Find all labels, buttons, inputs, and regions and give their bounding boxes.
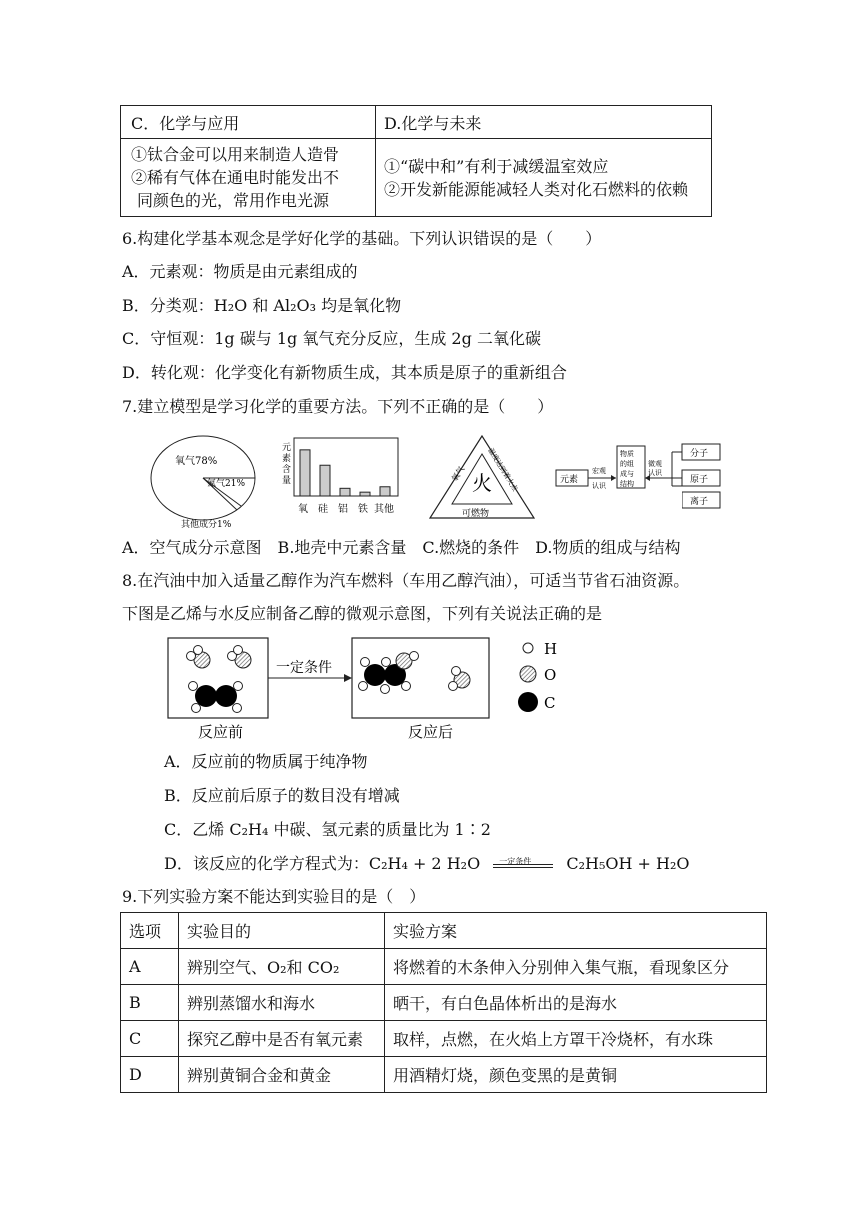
q5-d-content	[376, 139, 712, 217]
bar-category-label: 氧	[298, 504, 308, 515]
q8-option-a: A．反应前的物质属于纯净物	[164, 752, 368, 771]
q9-cell-purpose: 探究乙醇中是否有氧元素	[179, 1021, 385, 1057]
q5-c-header: C．化学与应用	[121, 106, 376, 139]
struct-atom: 原子	[690, 475, 709, 485]
q9-table	[120, 912, 767, 1093]
q9-cell-option: C	[121, 1021, 179, 1057]
bar-category-label: 硅	[318, 504, 328, 515]
struct-macro-2: 认识	[592, 482, 606, 490]
q5-c-line3: 同颜色的光，常用作电光源	[137, 191, 330, 210]
legend-c: C	[544, 694, 556, 712]
bar	[300, 450, 310, 496]
legend-h: H	[544, 640, 558, 658]
q7-crust-elements-chart	[278, 432, 408, 517]
q6-option-b: B．分类观：H₂O 和 Al₂O₃ 均是氧化物	[122, 296, 402, 315]
q5-c-content	[121, 139, 376, 217]
table-row	[121, 1021, 767, 1057]
q5-d-line2: ②开发新能源能减轻人类对化石燃料的依赖	[384, 179, 689, 199]
struct-micro-2: 认识	[648, 469, 662, 477]
bar-category-label: 铝	[338, 504, 348, 515]
q8-option-d-right: C₂H₅OH + H₂O	[566, 854, 690, 873]
struct-macro-1: 宏观	[592, 467, 606, 475]
bar-category-label: 其他	[374, 504, 394, 515]
table-row	[121, 949, 767, 985]
q7-air-composition-diagram	[145, 432, 275, 532]
bar-ylabel-3: 含	[282, 465, 292, 475]
struct-ion: 离子	[690, 497, 709, 507]
q8-stem-line2: 下图是乙烯与水反应制备乙醇的微观示意图，下列有关说法正确的是	[122, 604, 603, 623]
fire-center-label: 火	[472, 471, 492, 495]
pie-label-oxygen: 氧气78%	[175, 456, 218, 467]
ethanol-molecule	[359, 652, 419, 694]
struct-element: 元素	[560, 475, 579, 485]
pie-label-other: 其他成分1%	[181, 520, 232, 530]
fire-left-label: 氧气	[450, 464, 467, 484]
before-label: 反应前	[198, 723, 244, 741]
struct-middle-1: 物质	[620, 450, 634, 458]
q9-cell-plan: 将燃着的木条伸入分别伸入集气瓶，看现象区分	[385, 949, 767, 985]
before-box	[168, 638, 268, 718]
q6-stem: 6.构建化学基本观念是学好化学的基础。下列认识错误的是（ ）	[122, 229, 602, 248]
fire-right-label: 温度达到着火点	[486, 446, 520, 493]
bar-ylabel-4: 量	[282, 476, 292, 486]
q7-fire-triangle	[426, 432, 538, 524]
q5-d-header: D.化学与未来	[376, 106, 712, 139]
q9-header-plan: 实验方案	[385, 913, 767, 949]
q8-reaction-diagram	[160, 634, 580, 744]
q8-option-d	[164, 853, 690, 875]
equation-condition-text: 一定条件	[499, 857, 532, 866]
q7-structure-diagram	[554, 442, 729, 490]
water-molecule-2	[228, 646, 252, 669]
struct-middle-2: 的组	[620, 460, 634, 468]
q6-option-d: D．转化观：化学变化有新物质生成，其本质是原子的重新组合	[122, 363, 567, 382]
q5-d-line1: ①“碳中和”有利于减缓温室效应	[384, 156, 609, 176]
ethylene-molecule	[189, 682, 243, 713]
struct-middle-4: 结构	[620, 480, 634, 488]
legend-h-atom	[523, 643, 533, 653]
q8-option-c: C．乙烯 C₂H₄ 中碳、氢元素的质量比为 1∶2	[164, 820, 491, 839]
q6-option-c: C．守恒观：1g 碳与 1g 氧气充分反应，生成 2g 二氧化碳	[122, 329, 541, 348]
q9-cell-purpose: 辨别蒸馏水和海水	[179, 985, 385, 1021]
equation-condition-sign	[493, 853, 553, 875]
q6-option-a: A．元素观：物质是由元素组成的	[122, 262, 358, 281]
q5-c-line1: ①钛合金可以用来制造人造骨	[131, 145, 340, 164]
bar	[340, 488, 350, 496]
water-molecule-after	[449, 667, 471, 691]
q8-stem-line1: 8.在汽油中加入适量乙醇作为汽车燃料（车用乙醇汽油），可适当节省石油资源。	[122, 571, 690, 590]
q7-options: A．空气成分示意图 B.地壳中元素含量 C.燃烧的条件 D.物质的组成与结构	[122, 538, 681, 557]
bar-category-label: 铁	[358, 504, 368, 515]
bar	[320, 465, 330, 496]
q7-structure-ion	[682, 490, 730, 512]
legend-c-atom	[518, 692, 538, 712]
q5-c-line2: ②稀有气体在通电时能发出不	[131, 168, 340, 187]
bar	[360, 492, 370, 496]
table-row	[121, 1057, 767, 1093]
water-molecule-1	[187, 646, 211, 669]
pie-label-nitrogen: 氮气21%	[207, 479, 246, 489]
fire-bottom-label: 可燃物	[462, 509, 490, 519]
bar-ylabel-1: 元	[282, 443, 292, 453]
q9-cell-plan: 用酒精灯烧，颜色变黑的是黄铜	[385, 1057, 767, 1093]
condition-label: 一定条件	[276, 660, 332, 676]
struct-middle-3: 成与	[620, 470, 634, 478]
struct-molecule: 分子	[690, 449, 709, 459]
after-label: 反应后	[408, 723, 454, 741]
q9-cell-purpose: 辨别空气、O₂和 CO₂	[179, 949, 385, 985]
q8-option-d-left: D．该反应的化学方程式为：C₂H₄ + 2 H₂O	[164, 854, 481, 873]
q7-stem: 7.建立模型是学习化学的重要方法。下列不正确的是（ ）	[122, 397, 554, 416]
q9-cell-option: B	[121, 985, 179, 1021]
q9-cell-plan: 晒干，有白色晶体析出的是海水	[385, 985, 767, 1021]
legend-o-atom	[520, 666, 536, 682]
q9-header-purpose: 实验目的	[179, 913, 385, 949]
q9-cell-option: A	[121, 949, 179, 985]
q9-cell-option: D	[121, 1057, 179, 1093]
q9-cell-plan: 取样，点燃，在火焰上方罩干冷烧杯，有水珠	[385, 1021, 767, 1057]
bar-ylabel-2: 素	[282, 454, 292, 464]
table-row	[121, 985, 767, 1021]
q9-cell-purpose: 辨别黄铜合金和黄金	[179, 1057, 385, 1093]
struct-micro-1: 微观	[648, 460, 662, 468]
q5-table	[120, 105, 712, 217]
bar	[380, 487, 390, 496]
q9-header-option: 选项	[121, 913, 179, 949]
q9-stem: 9.下列实验方案不能达到实验目的是（ ）	[122, 887, 426, 906]
legend-o: O	[544, 666, 557, 684]
q8-option-b: B．反应前后原子的数目没有增减	[164, 786, 400, 805]
